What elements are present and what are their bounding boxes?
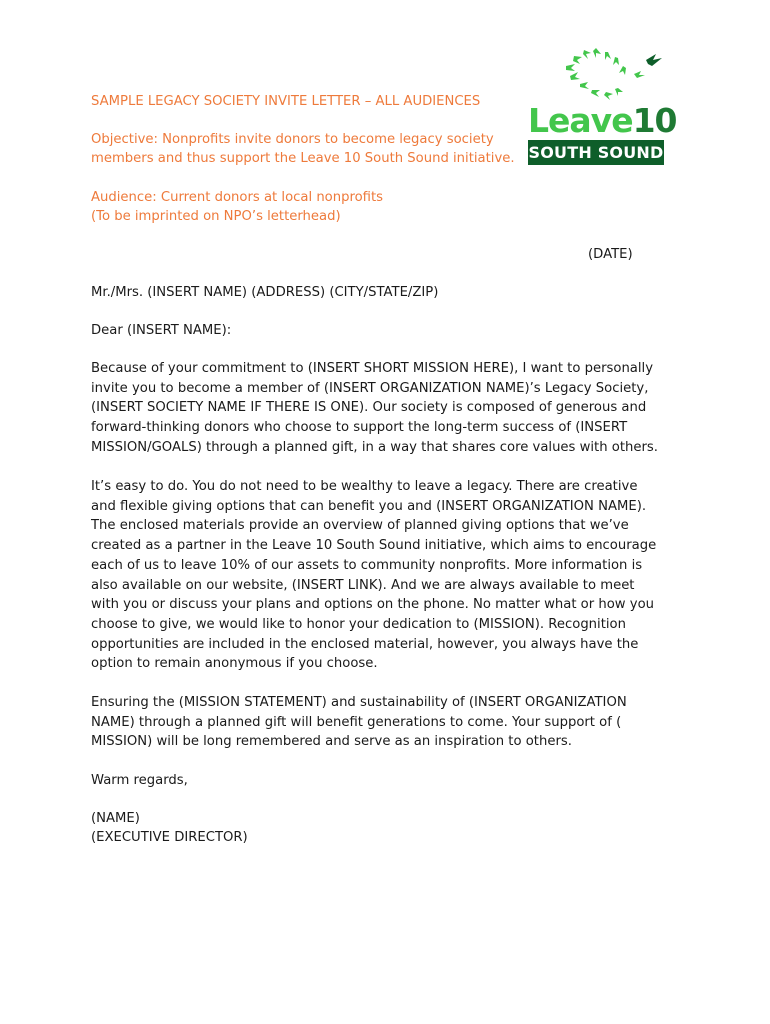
letter-date: (DATE) bbox=[588, 247, 633, 262]
audience-line-1: Audience: Current donors at local nonprofits bbox=[91, 190, 384, 205]
paragraph-1 bbox=[91, 359, 701, 458]
objective-line-2: members and thus support the Leave 10 South Sound initiative. bbox=[91, 151, 515, 166]
paragraph-line: with you or discuss your plans and options on the phone. No matter what or how you bbox=[91, 597, 654, 613]
paragraph-line: MISSION/GOALS) through a planned gift, in a way that shares core values with others. bbox=[91, 439, 658, 455]
logo-word-leave: Leave bbox=[528, 101, 633, 140]
paragraph-line: Because of your commitment to (INSERT SHORT MISSION HERE), I want to personally bbox=[91, 361, 654, 376]
paragraph-2 bbox=[91, 477, 701, 674]
paragraph-line: choose to give, we would like to honor your dedication to (MISSION). Recognition bbox=[91, 616, 626, 632]
paragraph-line: It’s easy to do. You do not need to be wealthy to leave a legacy. There are creative bbox=[91, 479, 638, 494]
document-title: SAMPLE LEGACY SOCIETY INVITE LETTER – ALL AUDIENCES bbox=[91, 94, 481, 109]
paragraph-line: also available on our website, (INSERT LINK). And we are always available to meet bbox=[91, 577, 635, 593]
paragraph-line: and flexible giving options that can benefit you and (INSERT ORGANIZATION NAME). bbox=[91, 498, 647, 514]
signature-title: (EXECUTIVE DIRECTOR) bbox=[91, 830, 248, 845]
audience-line-2: (To be imprinted on NPO’s letterhead) bbox=[91, 209, 341, 224]
recipient-address: Mr./Mrs. (INSERT NAME) (ADDRESS) (CITY/STATE/ZIP) bbox=[91, 285, 439, 300]
logo-word-ten: 10 bbox=[632, 101, 677, 140]
paragraph-line: created as a partner in the Leave 10 South Sound initiative, which aims to encourage bbox=[91, 538, 657, 554]
paragraph-line: (INSERT SOCIETY NAME IF THERE IS ONE). Our society is composed of generous and bbox=[91, 400, 647, 416]
paragraph-line: forward-thinking donors who choose to support the long-term success of (INSERT bbox=[91, 420, 628, 436]
paragraph-line: option to remain anonymous if you choose. bbox=[91, 656, 378, 672]
signature-name: (NAME) bbox=[91, 811, 140, 826]
paragraph-line: invite you to become a member of (INSERT ORGANIZATION NAME)’s Legacy Society, bbox=[91, 380, 649, 396]
paragraph-line: Ensuring the (MISSION STATEMENT) and sustainability of (INSERT ORGANIZATION bbox=[91, 695, 627, 710]
paragraph-line: The enclosed materials provide an overview of planned giving options that we’ve bbox=[91, 518, 629, 534]
paragraph-line: opportunities are included in the enclosed material, however, you always have the bbox=[91, 636, 639, 652]
leave10-logo bbox=[526, 46, 677, 168]
paragraph-3 bbox=[91, 693, 701, 752]
logo-subtitle: SOUTH SOUND bbox=[528, 140, 664, 165]
birds-circle-icon bbox=[560, 46, 672, 104]
closing: Warm regards, bbox=[91, 773, 188, 788]
logo-wordmark bbox=[528, 102, 677, 140]
paragraph-line: MISSION) will be long remembered and serve as an inspiration to others. bbox=[91, 734, 572, 750]
objective-line-1: Objective: Nonprofits invite donors to become legacy society bbox=[91, 132, 494, 147]
paragraph-line: each of us to leave 10% of our assets to community nonprofits. More information is bbox=[91, 557, 643, 573]
paragraph-line: NAME) through a planned gift will benefit generations to come. Your support of ( bbox=[91, 714, 622, 730]
salutation: Dear (INSERT NAME): bbox=[91, 323, 232, 338]
